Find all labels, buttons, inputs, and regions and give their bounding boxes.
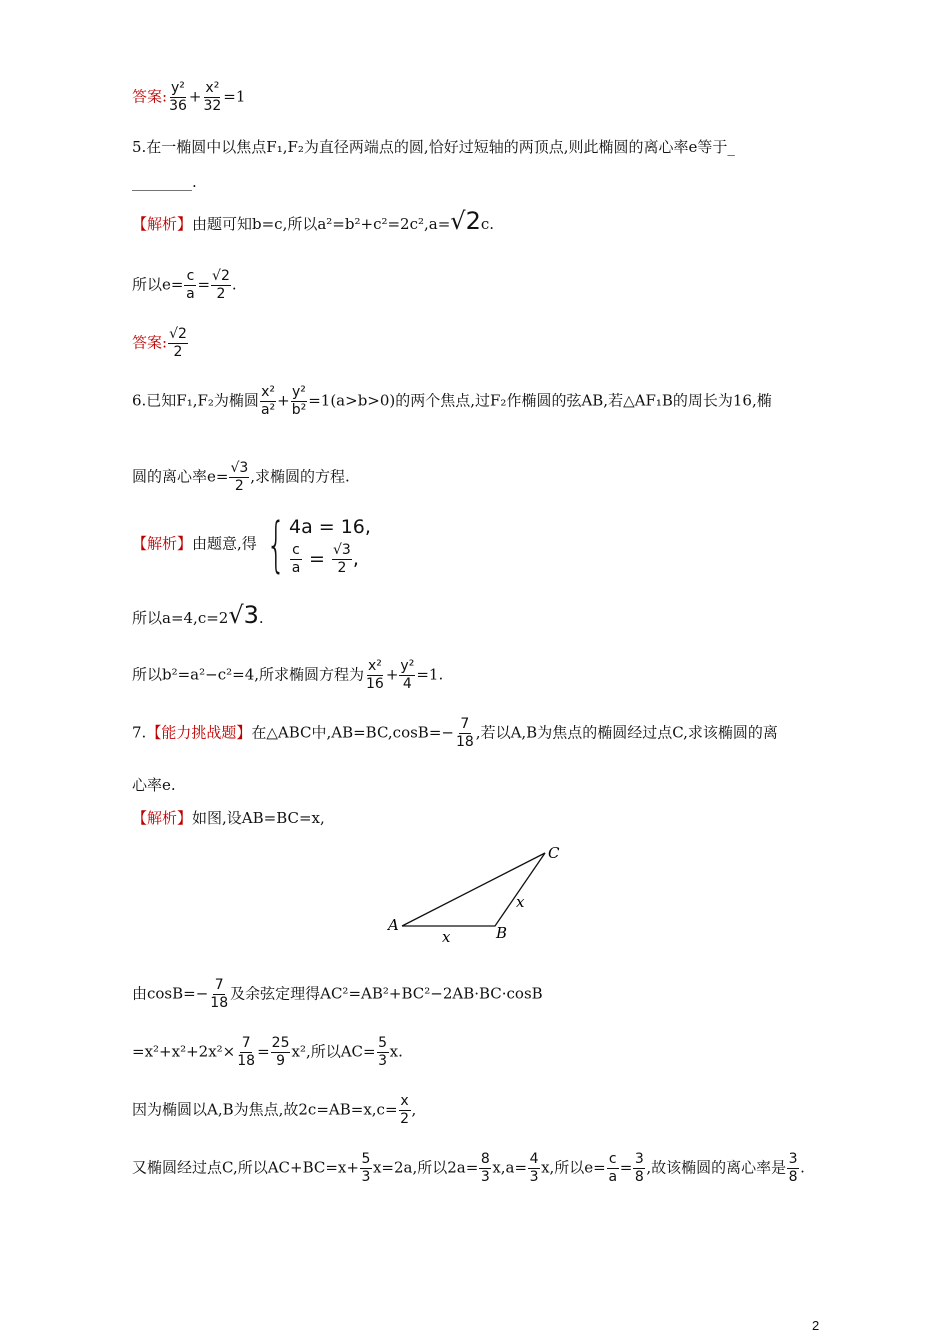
label-b: B bbox=[496, 924, 508, 942]
fraction: $\frac{x}{2}$ bbox=[400, 1093, 409, 1127]
q7-question-1: 7.【能力挑战题】在△ABC中,AB=BC,cosB=− $\frac{7}{18}$ ,若以A,B为焦点的椭圆经过点C,求该椭圆的离 bbox=[132, 716, 778, 750]
fraction: $\frac{√2}{2}$ bbox=[212, 268, 230, 302]
fraction: $\frac{\text{x²}}{32}$ bbox=[203, 80, 222, 114]
q6-question-1: 6.已知F₁,F₂为椭圆 $\frac{\text{x²}}{\text{a²}}$ + $\frac{\text{y²}}{\text{b²}}$ =1(a>b>0)的两个焦点,过F₂作椭圆的弦AB,若△AF₁B的周长为16,椭 bbox=[132, 384, 772, 418]
fraction: $\frac{\text{y²}}{\text{b²}}$ bbox=[291, 384, 307, 418]
q4-answer-line: 答案: $\frac{\text{y²}}{36}$ + $\frac{\text{x²}}{32}$ =1 bbox=[132, 80, 246, 114]
answer-label: 答案: bbox=[132, 333, 168, 352]
q6-question-2: 圆的离心率e= $\frac{√3}{2}$ ,求椭圆的方程. bbox=[132, 460, 350, 494]
q5-solution-1: 【解析】由题可知b=c,所以a²=b²+c²=2c²,a=√2c. bbox=[132, 207, 495, 235]
fraction: $\frac{\text{x²}}{\text{a²}}$ bbox=[260, 384, 276, 418]
q6-solution-2: 所以a=4,c=2√3. bbox=[132, 601, 264, 629]
triangle-outline bbox=[402, 853, 545, 926]
fraction: $\frac{5}{3}$ bbox=[378, 1035, 388, 1069]
q7-solution-2: =x²+x²+2x²× $\frac{7}{18}$ = $\frac{25}{9}$ x²,所以AC= $\frac{5}{3}$ x. bbox=[132, 1035, 403, 1069]
page-number: 2 bbox=[812, 1318, 820, 1333]
challenge-tag: 【能力挑战题】 bbox=[146, 723, 252, 742]
label-a: A bbox=[388, 916, 399, 934]
fraction: $\frac{√3}{2}$ bbox=[230, 460, 249, 494]
system-row-1: 4a = 16, bbox=[288, 516, 371, 538]
equation-system bbox=[257, 509, 371, 580]
fraction: $\frac{√2}{2}$ bbox=[169, 326, 187, 360]
q7-solution-4: 又椭圆经过点C,所以AC+BC=x+ $\frac{5}{3}$ x=2a,所以2a= $\frac{8}{3}$ x,a= $\frac{4}{3}$ x,所以e= $\frac{c}{a}$ = $\frac{3}{8}$ ,故该椭圆的离心率是 $\frac{3}{8}$ . bbox=[132, 1151, 805, 1185]
q5-question: 5.在一椭圆中以焦点F₁,F₂为直径两端点的圆,恰好过短轴的两顶点,则此椭圆的离心率e等于_ bbox=[132, 138, 735, 156]
triangle-figure bbox=[380, 838, 580, 948]
fraction: $\frac{c}{a}$ bbox=[186, 268, 195, 302]
label-x-side: x bbox=[516, 893, 525, 911]
fraction: $\frac{25}{9}$ bbox=[271, 1035, 290, 1069]
q5-answer bbox=[132, 326, 189, 361]
q7-question-2: 心率e. bbox=[132, 776, 176, 794]
q5-blank: ________. bbox=[132, 173, 197, 191]
answer-label: 答案: bbox=[132, 87, 168, 106]
jiexi-label: 【解析】 bbox=[132, 534, 193, 553]
system-row-2: $\frac{c}{a}$ = $\frac{√3}{2}$ , bbox=[291, 542, 359, 576]
fraction: $\frac{\text{y²}}{36}$ bbox=[169, 80, 187, 114]
q6-solution-3: 所以b²=a²−c²=4,所求椭圆方程为 $\frac{\text{x²}}{16}$ + $\frac{\text{y²}}{4}$ =1. bbox=[132, 658, 444, 692]
fraction: $\frac{\text{x²}}{16}$ bbox=[366, 658, 384, 692]
q7-solution-1: 由cosB=− $\frac{7}{18}$ 及余弦定理得AC²=AB²+BC²−2AB·BC·cosB bbox=[132, 977, 543, 1011]
jiexi-label: 【解析】 bbox=[132, 215, 193, 233]
fraction: $\frac{7}{18}$ bbox=[210, 977, 229, 1011]
fraction: $\frac{\text{y²}}{4}$ bbox=[400, 658, 415, 692]
q5-solution-2: 所以e= $\frac{c}{a}$ = $\frac{√2}{2}$ . bbox=[132, 268, 237, 302]
fraction: $\frac{7}{18}$ bbox=[237, 1035, 256, 1069]
jiexi-label: 【解析】 bbox=[132, 809, 193, 827]
left-brace: { bbox=[266, 509, 286, 580]
label-c: C bbox=[548, 844, 560, 862]
q7-solution-3: 因为椭圆以A,B为焦点,故2c=AB=x,c= $\frac{x}{2}$ , bbox=[132, 1093, 417, 1127]
q7-solution-intro: 【解析】如图,设AB=BC=x, bbox=[132, 809, 325, 827]
q6-solution-1: 【解析】由题意,得 { 4a = 16, $\frac{c}{a}$ = $\frac{√3}{2}$ , bbox=[132, 509, 371, 580]
fraction: $\frac{7}{18}$ bbox=[455, 716, 474, 750]
label-x-base: x bbox=[442, 928, 451, 946]
